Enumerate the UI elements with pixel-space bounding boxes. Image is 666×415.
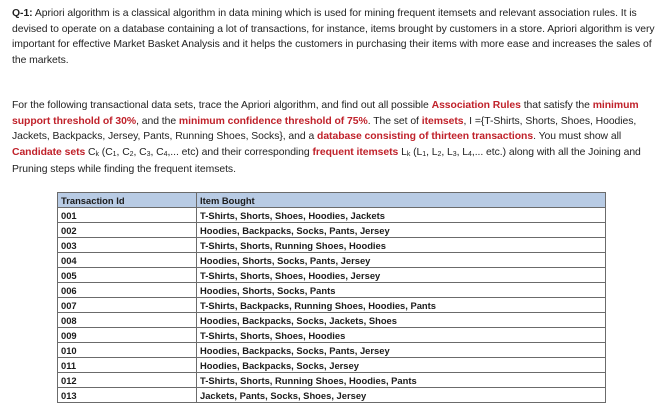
items-cell: T-Shirts, Shorts, Shoes, Hoodies (197, 328, 606, 343)
question-1-label: Q-1: (12, 8, 33, 19)
q2-text: ,... etc.) along with all the Joining and Pruning steps while finding the frequent itemsets. (12, 146, 641, 175)
q2-text: , L (441, 146, 453, 158)
subscript: k (406, 150, 411, 158)
table-header-row (58, 193, 606, 208)
table-row (58, 238, 606, 253)
question-1-paragraph (12, 6, 656, 68)
subscript: 3 (146, 150, 151, 158)
items-cell: Hoodies, Backpacks, Socks, Pants, Jersey (197, 223, 606, 238)
q2-text: C (85, 146, 96, 158)
q2-text: , and the (136, 115, 179, 127)
transaction-id-cell: 007 (58, 298, 197, 313)
q2-text: , C (116, 146, 130, 158)
items-cell: T-Shirts, Shorts, Running Shoes, Hoodies, Pants (197, 373, 606, 388)
table-row (58, 298, 606, 313)
table-row (58, 223, 606, 238)
table-row (58, 268, 606, 283)
min-confidence-highlight: minimum confidence threshold of 75% (178, 115, 368, 127)
q2-text: , L (426, 146, 438, 158)
transaction-id-cell: 006 (58, 283, 197, 298)
table-row (58, 373, 606, 388)
subscript: k (95, 150, 99, 158)
q2-text: . The set of (367, 115, 422, 127)
transaction-id-cell: 002 (58, 223, 197, 238)
q2-text: (L (410, 146, 423, 158)
transaction-id-cell: 010 (58, 343, 197, 358)
items-cell: Jackets, Pants, Socks, Shoes, Jersey (197, 388, 606, 403)
transaction-id-cell: 011 (58, 358, 197, 373)
q2-text: that satisfy the (520, 100, 593, 111)
table-row (58, 283, 606, 298)
transaction-id-cell: 008 (58, 313, 197, 328)
items-cell: Hoodies, Backpacks, Socks, Jersey (197, 358, 606, 373)
transaction-id-cell: 003 (58, 238, 197, 253)
table-row (58, 328, 606, 343)
transaction-id-cell: 009 (58, 328, 197, 343)
min-support-highlight: minimum support threshold of 30% (12, 100, 639, 127)
q2-text: ,... etc) and their corresponding (167, 146, 313, 158)
table-row (58, 313, 606, 328)
q2-text: (C (98, 146, 113, 158)
transaction-id-cell: 013 (58, 388, 197, 403)
transactions-table (57, 192, 606, 403)
subscript: 1 (422, 150, 427, 158)
subscript: 1 (112, 150, 117, 158)
transaction-id-cell: 005 (58, 268, 197, 283)
q2-text: L (398, 146, 407, 158)
table-row (58, 358, 606, 373)
database-highlight: database consisting of thirteen transactions (317, 131, 534, 142)
subscript: 2 (437, 150, 442, 158)
question-2-paragraph (12, 98, 656, 178)
subscript: 3 (452, 150, 457, 158)
items-cell: Hoodies, Backpacks, Socks, Jackets, Shoes (197, 313, 606, 328)
q2-text: For the following transactional data sets, trace the Apriori algorithm, and find out all possible (12, 100, 432, 111)
question-1-text: Apriori algorithm is a classical algorithm in data mining which is used for mining frequent itemsets and relevant association rules. It is devised to operate on a database containing a lot of transactions, for instance, items brought by customers in a store. Apriori algorithm is very important for effective Market Basket Analysis and it helps the customers in purchasing their items with more ease and increases the sales of the markets. (12, 8, 655, 66)
subscript: 4 (163, 150, 168, 158)
q2-text: . You must show all (533, 131, 622, 142)
table-row (58, 388, 606, 403)
items-cell: Hoodies, Shorts, Socks, Pants, Jersey (197, 253, 606, 268)
table-row (58, 208, 606, 223)
table-row (58, 253, 606, 268)
header-transaction-id: Transaction Id (58, 193, 197, 208)
transaction-id-cell: 004 (58, 253, 197, 268)
items-cell: T-Shirts, Shorts, Shoes, Hoodies, Jackets (197, 208, 606, 223)
header-item-bought: Item Bought (197, 193, 606, 208)
subscript: 4 (468, 150, 472, 158)
frequent-itemsets-highlight: frequent itemsets (312, 146, 399, 158)
items-cell: T-Shirts, Shorts, Shoes, Hoodies, Jersey (197, 268, 606, 283)
association-rules-highlight: Association Rules (431, 100, 521, 111)
candidate-sets-highlight: Candidate sets (12, 146, 86, 158)
q2-text: , C (133, 146, 147, 158)
q2-text: , I ={T-Shirts, Shorts, Shoes, Hoodies, Jackets, Backpacks, Jersey, Pants, Running Shoes, Socks}, and a (12, 115, 637, 142)
items-cell: T-Shirts, Backpacks, Running Shoes, Hoodies, Pants (197, 298, 606, 313)
subscript: 2 (129, 150, 134, 158)
q2-text: , L (456, 146, 469, 158)
itemsets-highlight: itemsets (421, 115, 464, 127)
items-cell: Hoodies, Shorts, Socks, Pants (197, 283, 606, 298)
transaction-id-cell: 012 (58, 373, 197, 388)
transaction-id-cell: 001 (58, 208, 197, 223)
items-cell: T-Shirts, Shorts, Running Shoes, Hoodies (197, 238, 606, 253)
items-cell: Hoodies, Backpacks, Socks, Pants, Jersey (197, 343, 606, 358)
table-row (58, 343, 606, 358)
q2-text: , C (150, 146, 164, 158)
